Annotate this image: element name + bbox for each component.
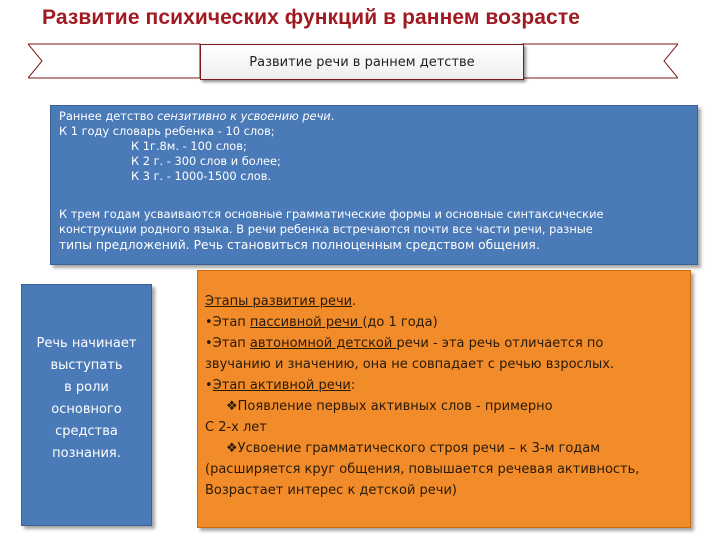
stage-passive: •Этап пассивной речи (до 1 года) [205,315,438,330]
stage-line: звучанию и значению, она не совпадает с речью взрослых. [205,357,615,372]
fact-line: К 2 г. - 300 слов и более; [131,154,281,168]
cognition-line: выступать [50,358,123,373]
stage-line: ❖Усвоение грамматического строя речи – к 3-м годам [226,441,601,456]
fact-line: типы предложений. Речь становиться полноценным средством общения. [59,238,540,252]
sensitive-phrase: сензитивно к усвоению речи [157,109,331,123]
fact-line: Раннее детство сензитивно к усвоению речи. [59,109,335,123]
fact-line: К 1г.8м. - 100 слов; [131,139,247,153]
stages-heading: Этапы развития речи. [205,294,357,309]
page-title: Развитие психических функций в раннем возрасте [42,6,580,29]
cognition-line: Речь начинает [36,336,137,351]
cognition-line: в роли [64,380,109,395]
stage-line: Возрастает интерес к детской речи) [205,483,457,498]
cognition-line: основного [51,402,122,417]
cognition-line: познания. [52,446,121,461]
fact-line: К 3 г. - 1000-1500 слов. [131,169,272,183]
cognition-line: средства [55,424,118,439]
stage-autonomous: •Этап автономной детской речи - эта речь отличается по [205,336,604,351]
cognition-box [21,284,152,526]
banner-label: Развитие речи в раннем детстве [200,44,524,80]
speech-stages-box [197,270,691,528]
speech-facts-box [50,105,698,265]
stage-line: ❖Появление первых активных слов - примерно [226,399,553,414]
stage-active: •Этап активной речи: [205,378,356,393]
stage-line: С 2-х лет [205,420,267,435]
fact-line: К трем годам усваиваются основные грамматические формы и основные синтаксические [59,207,604,221]
section-banner [28,40,678,82]
fact-line: конструкции родного языка. В речи ребенка встречаются почти все части речи, разные [59,222,593,236]
fact-line: К 1 году словарь ребенка - 10 слов; [59,124,275,138]
stage-line: (расширяется круг общения, повышается речевая активность, [205,462,640,477]
